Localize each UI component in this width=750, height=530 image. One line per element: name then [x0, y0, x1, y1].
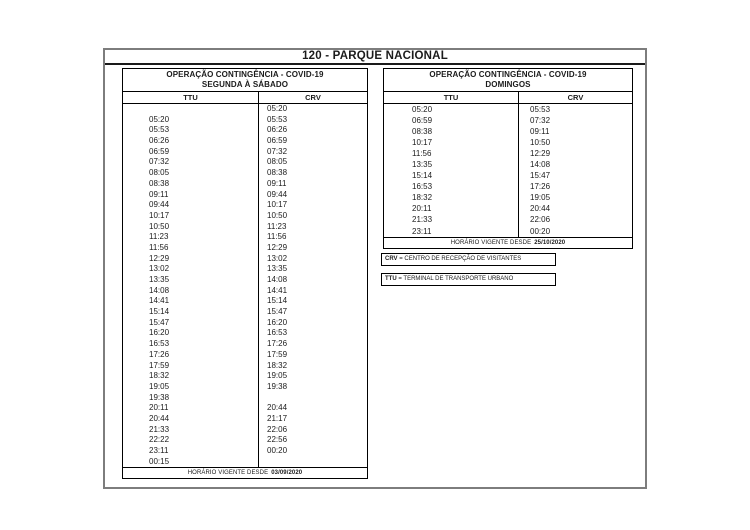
crv-time-cell: 19:05 — [267, 371, 288, 381]
schedule-row — [384, 214, 632, 225]
ttu-time-cell: 08:38 — [123, 179, 259, 190]
ttu-time-cell: 13:02 — [123, 264, 259, 275]
crv-time-cell: 17:26 — [530, 182, 551, 192]
crv-time-cell: 12:29 — [267, 242, 288, 252]
service-days: DOMINGOS — [485, 80, 531, 89]
crv-time-cell: 14:41 — [267, 285, 288, 295]
crv-time-cell: 07:32 — [267, 146, 288, 156]
ttu-column-header: TTU — [123, 92, 259, 103]
ttu-time-cell: 21:33 — [384, 214, 519, 225]
schedule-row — [123, 179, 367, 190]
ttu-time-cell: 08:38 — [384, 126, 519, 137]
service-days: SEGUNDA À SÁBADO — [201, 80, 289, 89]
ttu-time-cell: 17:59 — [123, 361, 259, 372]
crv-time-cell: 13:35 — [267, 264, 288, 274]
column-headers — [384, 92, 632, 104]
schedule-row — [123, 425, 367, 436]
schedule-row — [384, 192, 632, 203]
crv-time-cell: 08:38 — [267, 168, 288, 178]
ttu-time-cell: 18:32 — [123, 371, 259, 382]
schedule-row — [123, 307, 367, 318]
ttu-time-cell: 20:44 — [123, 414, 259, 425]
crv-time-cell: 14:08 — [530, 160, 551, 170]
legend-ttu — [381, 273, 556, 286]
ttu-time-cell: 19:05 — [123, 382, 259, 393]
ttu-time-cell: 20:11 — [384, 203, 519, 214]
crv-time-cell: 12:29 — [530, 149, 551, 159]
effective-date: 25/10/2020 — [534, 239, 566, 246]
effective-date-prefix: HORÁRIO VIGENTE DESDE — [187, 470, 269, 477]
ttu-column-header: TTU — [384, 92, 519, 103]
crv-time-cell: 06:59 — [267, 136, 288, 146]
ttu-time-cell: 21:33 — [123, 425, 259, 436]
crv-time-cell: 00:20 — [267, 446, 288, 455]
schedule-row — [123, 147, 367, 158]
schedule-row — [123, 254, 367, 265]
operation-title: OPERAÇÃO CONTINGÊNCIA - COVID-19 — [429, 70, 587, 79]
ttu-time-cell: 06:59 — [123, 147, 259, 158]
schedule-row — [123, 115, 367, 126]
crv-time-cell: 16:53 — [267, 328, 288, 338]
schedule-row — [123, 243, 367, 254]
ttu-time-cell: 13:35 — [384, 159, 519, 170]
ttu-time-cell: 00:15 — [123, 457, 259, 468]
crv-time-cell: 09:11 — [267, 178, 287, 188]
schedule-row — [123, 104, 367, 115]
crv-time-cell: 21:17 — [267, 413, 288, 423]
ttu-time-cell: 20:11 — [123, 403, 259, 414]
ttu-time-cell: 13:35 — [123, 275, 259, 286]
schedule-row — [123, 446, 367, 457]
schedule-row — [123, 275, 367, 286]
schedule-row — [123, 414, 367, 425]
crv-time-cell: 07:32 — [530, 116, 551, 126]
crv-time-cell: 15:47 — [530, 171, 551, 181]
ttu-time-cell: 08:05 — [123, 168, 259, 179]
table-operation-header — [123, 69, 367, 92]
crv-time-cell: 05:53 — [530, 105, 551, 114]
crv-time-cell: 19:05 — [530, 193, 551, 203]
legend-abbr: CRV — [385, 256, 398, 262]
ttu-time-cell: 06:26 — [123, 136, 259, 147]
ttu-time-cell: 10:17 — [123, 211, 259, 222]
crv-time-cell: 10:50 — [267, 210, 288, 220]
ttu-time-cell: 17:26 — [123, 350, 259, 361]
crv-time-cell: 17:26 — [267, 339, 288, 349]
schedule-row — [123, 264, 367, 275]
ttu-time-cell: 09:44 — [123, 200, 259, 211]
crv-time-cell: 18:32 — [267, 360, 288, 370]
ttu-time-cell: 22:22 — [123, 435, 259, 446]
schedule-row — [384, 148, 632, 159]
ttu-time-cell: 15:14 — [123, 307, 259, 318]
schedule-row — [123, 286, 367, 297]
schedule-row — [123, 200, 367, 211]
crv-time-cell: 11:56 — [267, 232, 287, 242]
crv-time-cell: 06:26 — [267, 125, 288, 135]
schedule-row — [123, 296, 367, 307]
ttu-time-cell: 23:11 — [384, 226, 519, 237]
ttu-time-cell: 19:38 — [123, 393, 259, 404]
schedule-row — [123, 350, 367, 361]
crv-time-cell: 16:20 — [267, 317, 288, 327]
route-title: 120 - PARQUE NACIONAL — [105, 50, 645, 65]
crv-time-cell: 11:23 — [267, 221, 287, 231]
schedule-row — [123, 125, 367, 136]
ttu-time-cell: 11:56 — [123, 243, 259, 254]
crv-time-cell: 20:44 — [267, 403, 288, 413]
schedule-row — [384, 115, 632, 126]
schedule-row — [123, 328, 367, 339]
ttu-time-cell: 05:53 — [123, 125, 259, 136]
ttu-time-cell: 10:17 — [384, 137, 519, 148]
weekday-schedule-table — [122, 68, 368, 479]
table-operation-header — [384, 69, 632, 92]
schedule-row — [384, 159, 632, 170]
crv-column-header: CRV — [305, 93, 321, 102]
ttu-time-cell: 15:47 — [123, 318, 259, 329]
schedule-row — [123, 393, 367, 404]
crv-time-cell: 14:08 — [267, 275, 288, 284]
crv-time-cell: 10:50 — [530, 138, 551, 148]
schedule-row — [384, 226, 632, 237]
schedule-row — [384, 137, 632, 148]
ttu-time-cell: 11:23 — [123, 232, 259, 243]
schedule-row — [123, 190, 367, 201]
ttu-time-cell: 09:11 — [123, 190, 259, 201]
column-headers — [123, 92, 367, 104]
ttu-time-cell: 07:32 — [123, 157, 259, 168]
ttu-time-cell: 14:08 — [123, 286, 259, 297]
crv-time-cell: 08:05 — [267, 157, 288, 167]
ttu-time-cell: 12:29 — [123, 254, 259, 265]
crv-time-cell: 20:44 — [530, 204, 551, 214]
crv-time-cell: 17:59 — [267, 349, 288, 359]
schedule-row — [123, 168, 367, 179]
crv-time-cell: 15:14 — [267, 296, 288, 306]
schedule-rows — [123, 104, 367, 467]
schedule-row — [123, 382, 367, 393]
crv-time-cell: 00:20 — [530, 226, 551, 236]
sunday-schedule-table — [383, 68, 633, 249]
ttu-time-cell: 16:53 — [384, 181, 519, 192]
legend-abbr: TTU — [385, 276, 397, 282]
schedule-row — [384, 203, 632, 214]
schedule-row — [123, 232, 367, 243]
ttu-time-cell: 14:41 — [123, 296, 259, 307]
legend-crv — [381, 253, 556, 266]
crv-time-cell: 19:38 — [267, 381, 288, 391]
schedule-row — [384, 170, 632, 181]
crv-time-cell: 22:06 — [267, 424, 288, 434]
effective-date-prefix: HORÁRIO VIGENTE DESDE — [450, 239, 532, 246]
crv-time-cell: 10:17 — [267, 200, 288, 210]
schedule-row — [123, 222, 367, 233]
legend-text: = CENTRO DE RECEPÇÃO DE VISITANTES — [397, 256, 522, 262]
effective-date-note — [123, 467, 367, 478]
crv-time-cell: 05:20 — [267, 104, 288, 113]
ttu-time-cell — [123, 104, 259, 115]
schedule-row — [123, 361, 367, 372]
legend-text: = TERMINAL DE TRANSPORTE URBANO — [396, 276, 514, 282]
schedule-row — [123, 157, 367, 168]
crv-column-header: CRV — [567, 93, 584, 102]
crv-time-cell — [259, 393, 367, 404]
operation-title: OPERAÇÃO CONTINGÊNCIA - COVID-19 — [166, 70, 324, 79]
schedule-row — [123, 339, 367, 350]
schedule-row — [123, 136, 367, 147]
effective-date: 03/09/2020 — [271, 470, 303, 477]
crv-time-cell: 09:11 — [530, 127, 550, 137]
crv-time-cell: 09:44 — [267, 189, 288, 199]
ttu-time-cell: 10:50 — [123, 222, 259, 233]
ttu-time-cell: 18:32 — [384, 192, 519, 203]
ttu-time-cell: 11:56 — [384, 148, 519, 159]
schedule-row — [123, 318, 367, 329]
ttu-time-cell: 06:59 — [384, 115, 519, 126]
schedule-row — [384, 104, 632, 115]
ttu-time-cell: 15:14 — [384, 170, 519, 181]
schedule-sheet — [103, 48, 647, 489]
schedule-row — [384, 181, 632, 192]
schedule-row — [384, 126, 632, 137]
schedule-row — [123, 403, 367, 414]
schedule-row — [123, 457, 367, 468]
crv-time-cell: 22:06 — [530, 215, 551, 225]
ttu-time-cell: 16:20 — [123, 328, 259, 339]
schedule-rows — [384, 104, 632, 237]
ttu-time-cell: 16:53 — [123, 339, 259, 350]
crv-time-cell: 13:02 — [267, 253, 288, 263]
crv-time-cell: 15:47 — [267, 307, 288, 317]
schedule-row — [123, 371, 367, 382]
ttu-time-cell: 23:11 — [123, 446, 259, 457]
effective-date-note — [384, 237, 632, 248]
schedule-row — [123, 435, 367, 446]
crv-time-cell: 05:53 — [267, 114, 288, 124]
crv-time-cell: 22:56 — [267, 435, 288, 445]
crv-time-cell — [259, 457, 367, 468]
schedule-row — [123, 211, 367, 222]
ttu-time-cell: 05:20 — [123, 115, 259, 126]
ttu-time-cell: 05:20 — [384, 104, 519, 115]
